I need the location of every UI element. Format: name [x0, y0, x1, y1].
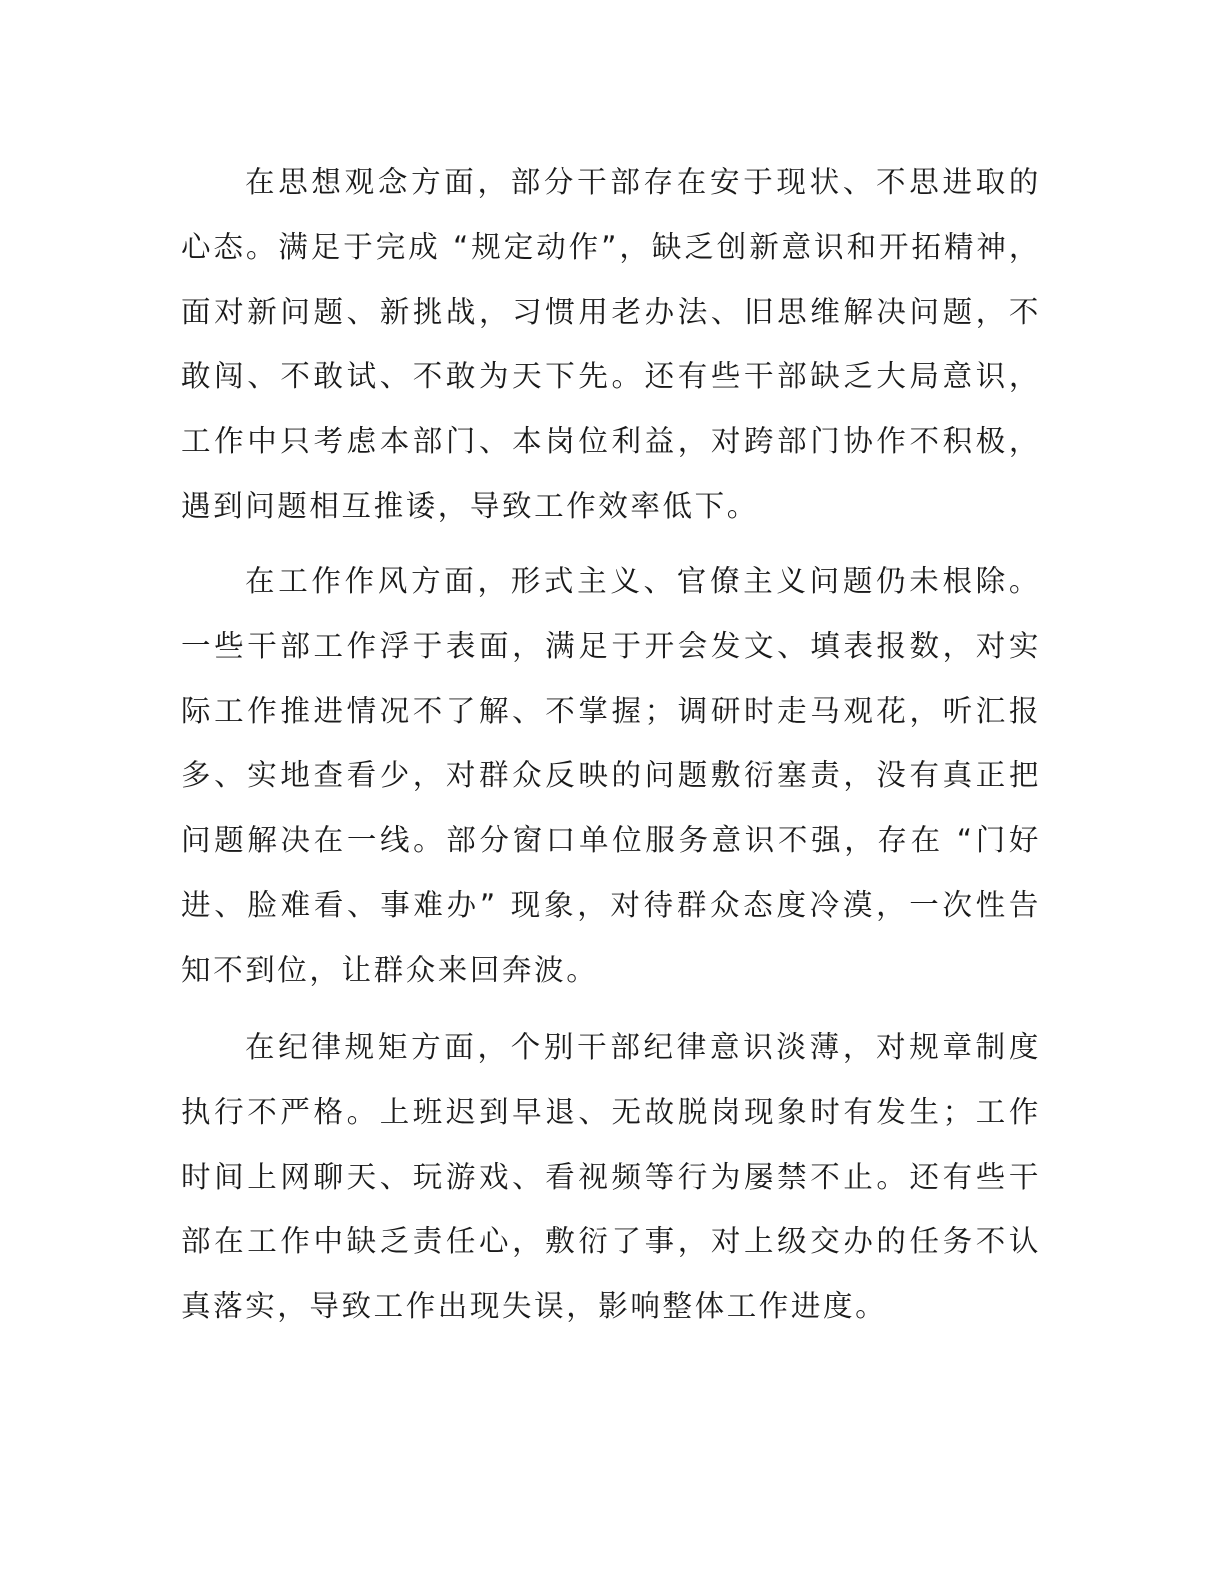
paragraph-work-style: 在工作作风方面，形式主义、官僚主义问题仍未根除。一些干部工作浮于表面，满足于开会发文、填表报数，对实际工作推进情况不了解、不掌握；调研时走马观花，听汇报多、实地查看少，对群众反映的问题敷衍塞责，没有真正把问题解决在一线。部分窗口单位服务意识不强，存在 “门好进、脸难看、事难办” 现象，对待群众态度冷漠，一次性告知不到位，让群众来回奔波。 — [181, 564, 1041, 987]
paragraph-ideology: 在思想观念方面，部分干部存在安于现状、不思进取的心态。满足于完成 “规定动作”，缺乏创新意识和开拓精神，面对新问题、新挑战，习惯用老办法、旧思维解决问题，不敢闯、不敢试、不敢为天下先。还有些干部缺乏大局意识，工作中只考虑本部门、本岗位利益，对跨部门协作不积极，遇到问题相互推诿，导致工作效率低下。 — [181, 165, 1041, 523]
paragraph-discipline: 在纪律规矩方面，个别干部纪律意识淡薄，对规章制度执行不严格。上班迟到早退、无故脱岗现象时有发生；工作时间上网聊天、玩游戏、看视频等行为屡禁不止。还有些干部在工作中缺乏责任心，敷衍了事，对上级交办的任务不认真落实，导致工作出现失误，影响整体工作进度。 — [181, 1030, 1041, 1324]
